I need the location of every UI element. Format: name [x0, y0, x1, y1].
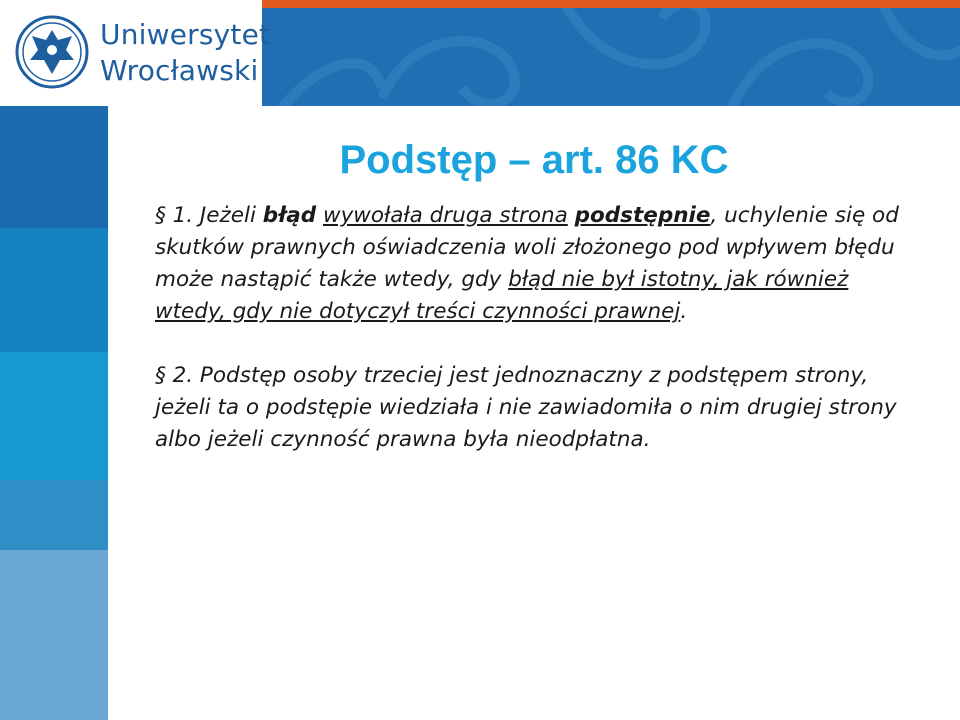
- text-span: .: [680, 299, 688, 324]
- top-accent-bar: [262, 0, 960, 8]
- sidebar-block: [0, 106, 108, 228]
- university-logo: [0, 0, 271, 106]
- text-span: , uchylenie się od skutków prawnych oświadczenia woli złożonego pod wpływem błędu może nastąpić także wtedy, gdy: [155, 203, 899, 292]
- slide-content: [155, 200, 925, 456]
- logo-text-line1: Uniwersytet: [100, 18, 271, 51]
- logo-text-line2: Wrocławski: [100, 54, 259, 87]
- sidebar-block: [0, 352, 108, 480]
- header-band: [262, 8, 960, 106]
- header-swirl-pattern: [262, 8, 960, 106]
- text-span: § 1. Jeżeli: [155, 203, 263, 228]
- paragraph-1: [155, 200, 925, 328]
- bold-span: błąd: [262, 203, 317, 228]
- eagle-emblem-icon: [14, 14, 90, 90]
- underlined-span: wywołała druga strona: [323, 203, 568, 228]
- sidebar-block: [0, 480, 108, 550]
- paragraph-2: § 2. Podstęp osoby trzeciej jest jednoznaczny z podstępem strony, jeżeli ta o podstępie wiedziała i nie zawiadomiła o nim drugiej strony albo jeżeli czynność prawna była nieodpłatna.: [155, 363, 897, 452]
- slide-title: Podstęp – art. 86 KC: [339, 138, 729, 182]
- text-span: [316, 203, 323, 228]
- underlined-span: błąd nie był istotny, jak również wtedy, gdy nie dotyczył treści czynności prawnej: [155, 267, 849, 324]
- sidebar-block: [0, 550, 108, 720]
- text-span: [568, 203, 575, 228]
- bold-underlined-span: podstępnie: [574, 203, 711, 228]
- sidebar-block: [0, 228, 108, 352]
- left-color-sidebar: [0, 106, 108, 720]
